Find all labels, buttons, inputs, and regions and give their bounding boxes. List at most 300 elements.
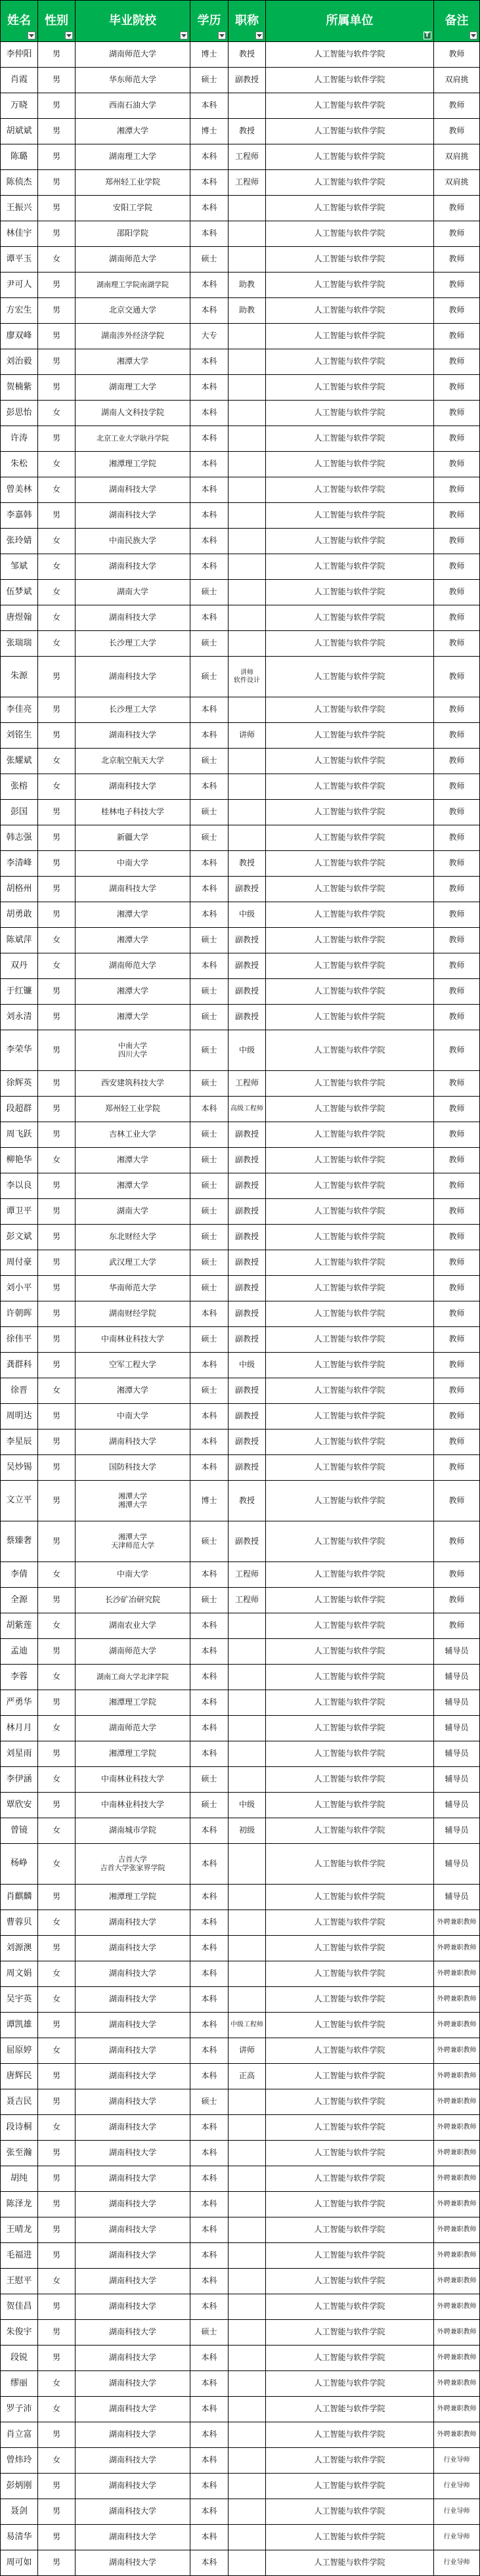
table-row[interactable] [1,2115,480,2141]
cell-name[interactable]: 李星辰 [1,1430,38,1455]
cell-unit[interactable]: 人工智能与软件学院 [266,2525,434,2550]
cell-degree[interactable]: 硕士 [190,979,229,1005]
table-row[interactable] [1,477,480,503]
cell-name[interactable]: 周文娟 [1,1961,38,1987]
cell-unit[interactable]: 人工智能与软件学院 [266,349,434,375]
cell-remark[interactable]: 教师 [434,800,480,825]
cell-degree[interactable]: 本科 [190,2371,229,2397]
table-row[interactable] [1,2141,480,2166]
cell-gender[interactable]: 女 [38,247,76,273]
cell-school[interactable]: 国防科技大学 [76,1455,190,1481]
cell-school[interactable]: 湖南科技大学 [76,2474,190,2499]
cell-unit[interactable]: 人工智能与软件学院 [266,902,434,928]
cell-name[interactable]: 李荣华 [1,1030,38,1071]
cell-unit[interactable]: 人工智能与软件学院 [266,851,434,877]
cell-gender[interactable]: 男 [38,2320,76,2346]
cell-remark[interactable]: 外聘兼职教师 [434,2269,480,2294]
cell-school[interactable]: 湖南师范大学 [76,247,190,273]
cell-school[interactable]: 湖南科技大学 [76,2499,190,2525]
cell-title[interactable] [229,2192,266,2217]
cell-degree[interactable]: 硕士 [190,928,229,953]
cell-name[interactable]: 聂吉民 [1,2089,38,2115]
cell-school[interactable]: 长沙理工大学 [76,631,190,657]
table-row[interactable] [1,196,480,221]
cell-title[interactable]: 副教授 [229,928,266,953]
col-header-name[interactable] [1,1,38,42]
cell-unit[interactable]: 人工智能与软件学院 [266,2371,434,2397]
cell-gender[interactable]: 女 [38,2115,76,2141]
cell-school[interactable]: 湖南城市学院 [76,1818,190,1844]
table-row[interactable] [1,902,480,928]
cell-title[interactable] [229,554,266,580]
cell-degree[interactable]: 本科 [190,503,229,529]
cell-school[interactable]: 华南师范大学 [76,1276,190,1301]
cell-title[interactable] [229,2089,266,2115]
cell-school[interactable]: 湖南科技大学 [76,774,190,800]
cell-school[interactable]: 中南大学 [76,1562,190,1588]
cell-title[interactable] [229,1910,266,1936]
cell-title[interactable] [229,1665,266,1690]
cell-remark[interactable]: 教师 [434,221,480,247]
cell-school[interactable]: 湖南科技大学 [76,2525,190,2550]
cell-title[interactable] [229,1961,266,1987]
cell-unit[interactable]: 人工智能与软件学院 [266,2064,434,2089]
cell-gender[interactable]: 男 [38,1353,76,1378]
cell-name[interactable]: 李嘉韩 [1,503,38,529]
cell-degree[interactable]: 本科 [190,1665,229,1690]
table-row[interactable] [1,2474,480,2499]
table-row[interactable] [1,2294,480,2320]
table-row[interactable] [1,2038,480,2064]
cell-name[interactable]: 谭凯雄 [1,2013,38,2038]
cell-name[interactable]: 韩志强 [1,825,38,851]
cell-degree[interactable]: 本科 [190,1562,229,1588]
cell-remark[interactable]: 辅导员 [434,1885,480,1910]
cell-school[interactable]: 湖南科技大学 [76,477,190,503]
table-row[interactable] [1,170,480,196]
cell-name[interactable]: 彭思怡 [1,401,38,426]
cell-name[interactable]: 李以良 [1,1173,38,1199]
cell-degree[interactable]: 本科 [190,1936,229,1961]
cell-unit[interactable]: 人工智能与软件学院 [266,1741,434,1767]
cell-title[interactable] [229,1639,266,1665]
cell-remark[interactable]: 教师 [434,1378,480,1404]
cell-title[interactable] [229,800,266,825]
cell-degree[interactable]: 本科 [190,2397,229,2422]
cell-name[interactable]: 贺楠紫 [1,375,38,401]
cell-name[interactable]: 胡斌斌 [1,119,38,144]
cell-degree[interactable]: 博士 [190,42,229,68]
table-row[interactable] [1,774,480,800]
cell-gender[interactable]: 男 [38,503,76,529]
cell-title[interactable] [229,2243,266,2269]
cell-degree[interactable]: 本科 [190,1910,229,1936]
cell-degree[interactable]: 硕士 [190,1276,229,1301]
cell-unit[interactable]: 人工智能与软件学院 [266,2243,434,2269]
cell-title[interactable] [229,2371,266,2397]
cell-unit[interactable]: 人工智能与软件学院 [266,144,434,170]
cell-school[interactable]: 湖南科技大学 [76,2089,190,2115]
cell-remark[interactable]: 外聘兼职教师 [434,1910,480,1936]
table-row[interactable] [1,1430,480,1455]
cell-name[interactable]: 孟迪 [1,1639,38,1665]
cell-gender[interactable]: 男 [38,1327,76,1353]
cell-unit[interactable]: 人工智能与软件学院 [266,554,434,580]
cell-unit[interactable]: 人工智能与软件学院 [266,928,434,953]
cell-title[interactable]: 教授 [229,851,266,877]
cell-title[interactable]: 中级 [229,1030,266,1071]
cell-degree[interactable]: 硕士 [190,1793,229,1818]
cell-name[interactable]: 李仲阳 [1,42,38,68]
cell-name[interactable]: 王振兴 [1,196,38,221]
table-row[interactable] [1,1250,480,1276]
cell-remark[interactable]: 教师 [434,1588,480,1613]
cell-remark[interactable]: 教师 [434,1250,480,1276]
table-row[interactable] [1,580,480,605]
cell-unit[interactable]: 人工智能与软件学院 [266,1987,434,2013]
cell-title[interactable]: 副教授 [229,1327,266,1353]
cell-school[interactable]: 吉首大学 吉首大学张家界学院 [76,1844,190,1885]
cell-degree[interactable]: 本科 [190,2115,229,2141]
cell-remark[interactable]: 外聘兼职教师 [434,2397,480,2422]
cell-degree[interactable]: 硕士 [190,247,229,273]
cell-title[interactable]: 副教授 [229,1301,266,1327]
cell-degree[interactable]: 硕士 [190,1122,229,1148]
cell-school[interactable]: 中南大学 [76,1404,190,1430]
cell-title[interactable]: 副教授 [229,877,266,902]
cell-unit[interactable]: 人工智能与软件学院 [266,749,434,774]
cell-unit[interactable]: 人工智能与软件学院 [266,247,434,273]
table-row[interactable] [1,2397,480,2422]
cell-gender[interactable]: 男 [38,426,76,452]
cell-unit[interactable]: 人工智能与软件学院 [266,877,434,902]
cell-remark[interactable]: 教师 [434,1613,480,1639]
table-row[interactable] [1,529,480,554]
cell-title[interactable]: 工程师 [229,144,266,170]
cell-unit[interactable]: 人工智能与软件学院 [266,1613,434,1639]
cell-title[interactable] [229,401,266,426]
cell-remark[interactable]: 辅导员 [434,1690,480,1716]
cell-gender[interactable]: 女 [38,631,76,657]
cell-name[interactable]: 廖双峰 [1,324,38,349]
cell-school[interactable]: 湘潭大学 [76,1378,190,1404]
cell-remark[interactable]: 教师 [434,1173,480,1199]
table-row[interactable] [1,1404,480,1430]
cell-remark[interactable]: 辅导员 [434,1818,480,1844]
cell-unit[interactable]: 人工智能与软件学院 [266,1071,434,1097]
cell-title[interactable]: 副教授 [229,1276,266,1301]
cell-degree[interactable]: 本科 [190,1301,229,1327]
cell-name[interactable]: 李清峰 [1,851,38,877]
cell-gender[interactable]: 男 [38,1097,76,1122]
col-header-remark[interactable] [434,1,480,42]
cell-remark[interactable]: 教师 [434,452,480,477]
cell-degree[interactable]: 本科 [190,1818,229,1844]
cell-degree[interactable]: 本科 [190,902,229,928]
col-header-gender[interactable] [38,1,76,42]
cell-gender[interactable]: 女 [38,1961,76,1987]
cell-unit[interactable]: 人工智能与软件学院 [266,1225,434,1250]
table-row[interactable] [1,1588,480,1613]
cell-gender[interactable]: 女 [38,1910,76,1936]
cell-school[interactable]: 湖南科技大学 [76,1910,190,1936]
cell-school[interactable]: 湘潭大学 [76,979,190,1005]
cell-school[interactable]: 湘潭大学 [76,1148,190,1173]
cell-name[interactable]: 周可如 [1,2550,38,2576]
cell-title[interactable]: 副教授 [229,1521,266,1562]
cell-name[interactable]: 段诗桐 [1,2115,38,2141]
cell-gender[interactable]: 男 [38,1173,76,1199]
cell-school[interactable]: 湖南科技大学 [76,657,190,697]
cell-unit[interactable]: 人工智能与软件学院 [266,2346,434,2371]
cell-degree[interactable]: 硕士 [190,1199,229,1225]
cell-school[interactable]: 郑州轻工业学院 [76,170,190,196]
cell-unit[interactable]: 人工智能与软件学院 [266,401,434,426]
cell-name[interactable]: 许朝晖 [1,1301,38,1327]
cell-school[interactable]: 湖南农业大学 [76,1613,190,1639]
cell-degree[interactable]: 本科 [190,953,229,979]
cell-unit[interactable]: 人工智能与软件学院 [266,1455,434,1481]
cell-name[interactable]: 胡格州 [1,877,38,902]
cell-name[interactable]: 曾美林 [1,477,38,503]
table-row[interactable] [1,1521,480,1562]
table-row[interactable] [1,426,480,452]
cell-remark[interactable]: 教师 [434,825,480,851]
cell-gender[interactable]: 女 [38,1767,76,1793]
cell-unit[interactable]: 人工智能与软件学院 [266,1173,434,1199]
cell-unit[interactable]: 人工智能与软件学院 [266,1353,434,1378]
table-row[interactable] [1,247,480,273]
cell-unit[interactable]: 人工智能与软件学院 [266,2115,434,2141]
table-row[interactable] [1,42,480,68]
table-row[interactable] [1,657,480,697]
table-row[interactable] [1,631,480,657]
cell-title[interactable]: 工程师 [229,1562,266,1588]
cell-school[interactable]: 湖南工商大学北津学院 [76,1665,190,1690]
cell-name[interactable]: 胡紫莲 [1,1613,38,1639]
table-row[interactable] [1,2448,480,2474]
cell-remark[interactable]: 辅导员 [434,1665,480,1690]
table-row[interactable] [1,1173,480,1199]
cell-gender[interactable]: 男 [38,119,76,144]
cell-school[interactable]: 湘潭大学 [76,928,190,953]
cell-gender[interactable]: 女 [38,953,76,979]
cell-title[interactable] [229,2166,266,2192]
cell-remark[interactable]: 外聘兼职教师 [434,1987,480,2013]
cell-title[interactable] [229,93,266,119]
cell-title[interactable]: 副教授 [229,1199,266,1225]
cell-name[interactable]: 文立平 [1,1481,38,1521]
cell-remark[interactable]: 教师 [434,324,480,349]
cell-school[interactable]: 中南林业科技大学 [76,1767,190,1793]
table-row[interactable] [1,2422,480,2448]
table-row[interactable] [1,401,480,426]
cell-title[interactable] [229,580,266,605]
cell-unit[interactable]: 人工智能与软件学院 [266,1665,434,1690]
cell-school[interactable]: 湖南科技大学 [76,2217,190,2243]
cell-gender[interactable]: 男 [38,1455,76,1481]
table-row[interactable] [1,2013,480,2038]
cell-name[interactable]: 吴炒锡 [1,1455,38,1481]
cell-name[interactable]: 陈泽龙 [1,2192,38,2217]
cell-school[interactable]: 湖南大学 [76,1199,190,1225]
cell-school[interactable]: 湖南科技大学 [76,2320,190,2346]
cell-remark[interactable]: 外聘兼职教师 [434,2115,480,2141]
cell-remark[interactable]: 教师 [434,1071,480,1097]
cell-school[interactable]: 湘潭大学 [76,902,190,928]
cell-school[interactable]: 湖南科技大学 [76,877,190,902]
cell-school[interactable]: 湘潭大学 湘潭大学 [76,1481,190,1521]
cell-title[interactable]: 工程师 [229,1071,266,1097]
table-row[interactable] [1,2525,480,2550]
cell-title[interactable] [229,2397,266,2422]
cell-degree[interactable]: 本科 [190,2346,229,2371]
cell-degree[interactable]: 本科 [190,477,229,503]
cell-name[interactable]: 李佳亮 [1,697,38,723]
cell-title[interactable]: 工程师 [229,170,266,196]
cell-gender[interactable]: 男 [38,170,76,196]
cell-unit[interactable]: 人工智能与软件学院 [266,1301,434,1327]
cell-gender[interactable]: 男 [38,324,76,349]
cell-title[interactable]: 副教授 [229,68,266,93]
cell-unit[interactable]: 人工智能与软件学院 [266,825,434,851]
table-row[interactable] [1,1987,480,2013]
cell-title[interactable]: 副教授 [229,1005,266,1030]
cell-name[interactable]: 段超群 [1,1097,38,1122]
cell-remark[interactable]: 教师 [434,196,480,221]
cell-name[interactable]: 胡勇敢 [1,902,38,928]
cell-degree[interactable]: 本科 [190,2269,229,2294]
cell-unit[interactable]: 人工智能与软件学院 [266,605,434,631]
cell-name[interactable]: 彭文斌 [1,1225,38,1250]
cell-school[interactable]: 湖南涉外经济学院 [76,324,190,349]
cell-unit[interactable]: 人工智能与软件学院 [266,1404,434,1430]
cell-school[interactable]: 湖南科技大学 [76,2550,190,2576]
table-row[interactable] [1,1071,480,1097]
table-row[interactable] [1,554,480,580]
cell-remark[interactable]: 教师 [434,426,480,452]
cell-remark[interactable]: 行业导师 [434,2448,480,2474]
cell-title[interactable] [229,426,266,452]
cell-gender[interactable]: 男 [38,1071,76,1097]
cell-name[interactable]: 聂剑 [1,2499,38,2525]
cell-unit[interactable]: 人工智能与软件学院 [266,1588,434,1613]
cell-name[interactable]: 唐煜翰 [1,605,38,631]
cell-school[interactable]: 湘潭大学 [76,1005,190,1030]
cell-title[interactable]: 讲师 [229,723,266,749]
cell-remark[interactable]: 教师 [434,953,480,979]
cell-degree[interactable]: 本科 [190,2038,229,2064]
cell-degree[interactable]: 硕士 [190,1071,229,1097]
cell-gender[interactable]: 男 [38,349,76,375]
cell-degree[interactable]: 硕士 [190,1030,229,1071]
filter-dropdown-icon[interactable] [255,32,263,39]
cell-unit[interactable]: 人工智能与软件学院 [266,953,434,979]
filter-dropdown-icon[interactable] [180,32,188,39]
cell-name[interactable]: 万晓 [1,93,38,119]
cell-gender[interactable]: 男 [38,2499,76,2525]
cell-unit[interactable]: 人工智能与软件学院 [266,477,434,503]
cell-degree[interactable]: 本科 [190,426,229,452]
cell-school[interactable]: 湘潭理工学院 [76,1741,190,1767]
cell-gender[interactable]: 女 [38,1818,76,1844]
table-row[interactable] [1,298,480,324]
cell-degree[interactable]: 本科 [190,1097,229,1122]
cell-title[interactable]: 副教授 [229,1404,266,1430]
cell-school[interactable]: 西安建筑科技大学 [76,1071,190,1097]
cell-school[interactable]: 湖南科技大学 [76,723,190,749]
cell-gender[interactable]: 男 [38,196,76,221]
cell-degree[interactable]: 本科 [190,349,229,375]
cell-gender[interactable]: 男 [38,2013,76,2038]
cell-school[interactable]: 湖南科技大学 [76,2422,190,2448]
cell-school[interactable]: 邵阳学院 [76,221,190,247]
cell-gender[interactable]: 男 [38,1225,76,1250]
cell-name[interactable]: 王慰平 [1,2269,38,2294]
cell-school[interactable]: 湘潭理工学院 [76,1885,190,1910]
cell-degree[interactable]: 博士 [190,119,229,144]
cell-unit[interactable]: 人工智能与软件学院 [266,1690,434,1716]
cell-remark[interactable]: 行业导师 [434,2550,480,2576]
cell-remark[interactable]: 教师 [434,877,480,902]
cell-name[interactable]: 刘源澳 [1,1936,38,1961]
cell-name[interactable]: 周付豪 [1,1250,38,1276]
cell-school[interactable]: 湖南师范大学 [76,1639,190,1665]
cell-unit[interactable]: 人工智能与软件学院 [266,1430,434,1455]
cell-title[interactable] [229,247,266,273]
cell-unit[interactable]: 人工智能与软件学院 [266,2192,434,2217]
cell-degree[interactable]: 本科 [190,1961,229,1987]
cell-school[interactable]: 桂林电子科技大学 [76,800,190,825]
table-row[interactable] [1,1936,480,1961]
cell-remark[interactable]: 教师 [434,298,480,324]
filter-dropdown-icon[interactable] [218,32,226,39]
cell-unit[interactable]: 人工智能与软件学院 [266,697,434,723]
cell-gender[interactable]: 男 [38,851,76,877]
cell-gender[interactable]: 男 [38,1885,76,1910]
cell-remark[interactable]: 教师 [434,1225,480,1250]
cell-title[interactable] [229,349,266,375]
table-row[interactable] [1,2320,480,2346]
cell-name[interactable]: 李伊涵 [1,1767,38,1793]
table-row[interactable] [1,1639,480,1665]
cell-unit[interactable]: 人工智能与软件学院 [266,1276,434,1301]
cell-title[interactable] [229,2217,266,2243]
cell-unit[interactable]: 人工智能与软件学院 [266,1097,434,1122]
cell-remark[interactable]: 教师 [434,247,480,273]
cell-unit[interactable]: 人工智能与软件学院 [266,93,434,119]
cell-degree[interactable]: 本科 [190,2422,229,2448]
cell-name[interactable]: 谭卫平 [1,1199,38,1225]
filter-dropdown-icon[interactable] [469,32,477,39]
table-row[interactable] [1,1885,480,1910]
cell-title[interactable] [229,2525,266,2550]
cell-degree[interactable]: 硕士 [190,1225,229,1250]
cell-title[interactable] [229,2141,266,2166]
cell-gender[interactable]: 女 [38,928,76,953]
cell-degree[interactable]: 本科 [190,2474,229,2499]
cell-school[interactable]: 长沙理工大学 [76,697,190,723]
cell-school[interactable]: 北京工业大学耿丹学院 [76,426,190,452]
cell-degree[interactable]: 本科 [190,723,229,749]
cell-name[interactable]: 唐辉民 [1,2064,38,2089]
cell-school[interactable]: 中南林业科技大学 [76,1327,190,1353]
cell-unit[interactable]: 人工智能与软件学院 [266,580,434,605]
cell-degree[interactable]: 本科 [190,1690,229,1716]
cell-name[interactable]: 刘铭生 [1,723,38,749]
cell-school[interactable]: 中南民族大学 [76,529,190,554]
cell-title[interactable]: 讲师 软件设计 [229,657,266,697]
